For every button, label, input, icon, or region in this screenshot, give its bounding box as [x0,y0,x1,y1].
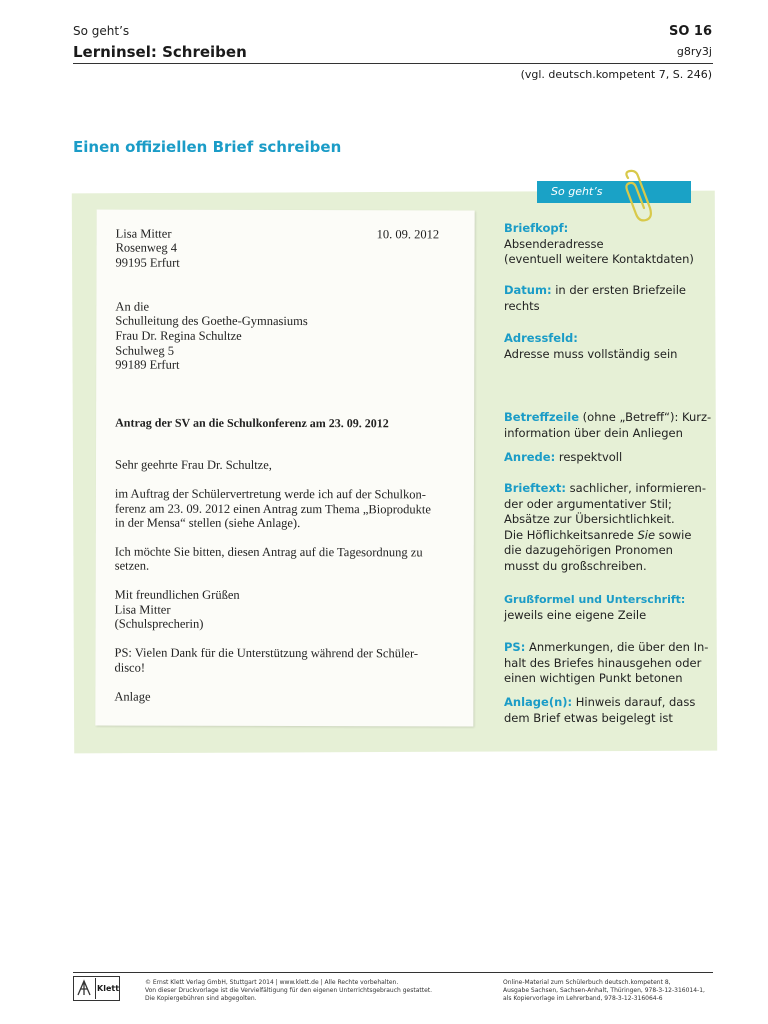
annotation-text: dem Brief etwas beigelegt ist [504,710,673,725]
footer-line: Ausgabe Sachsen, Sachsen-Anhalt, Thüringen, 978-3-12-316014-1, [503,987,705,994]
annotation-text: information über dein Anliegen [504,425,683,440]
letter-enclosure: Anlage [114,689,151,704]
header-reference: (vgl. deutsch.kompetent 7, S. 246) [520,68,712,81]
annotation-text: respektvoll [555,450,623,464]
header-id: g8ry3j [676,45,712,58]
closing-line: (Schulsprecherin) [114,616,204,631]
recipient-line: Frau Dr. Regina Schultze [115,328,242,343]
annotation-key: PS: [504,640,526,654]
paperclip-icon [618,168,658,228]
logo-divider [95,978,96,999]
footer-divider [73,972,713,973]
header-title: Lerninsel: Schreiben [73,43,247,61]
annotation-brieftext [504,481,714,574]
recipient-line: An die [115,299,150,314]
annotation-text: in der ersten Briefzeile [551,283,686,297]
annotation-datum [504,283,714,314]
annotation-key: Brieftext: [504,481,566,495]
annotation-text: die dazugehörigen Pronomen [504,543,673,557]
annotation-text: sowie [655,527,692,542]
closing-line: Lisa Mitter [114,602,171,617]
letter-sheet [95,210,474,727]
body-line: im Auftrag der Schülervertretung werde ich auf der Schulkon- [114,486,426,502]
annotation-text: musst du großschreiben. [504,558,647,573]
sender-street: Rosenweg 4 [115,240,178,255]
footer-line: © Ernst Klett Verlag GmbH, Stuttgart 2014 | www.klett.de | Alle Rechte vorbehalten. [145,979,399,986]
annotation-anrede [504,450,714,466]
annotation-ps [504,640,714,687]
header-category: So geht’s [73,24,130,38]
annotation-text: einen wichtigen Punkt betonen [504,671,683,685]
footer-source [503,979,718,1003]
page-heading: Einen offiziellen Brief schreiben [73,138,342,156]
annotation-text: Anmerkungen, die über den In- [525,640,709,654]
footer-line: Online-Material zum Schülerbuch deutsch.kompetent 8, [503,979,671,986]
body-line: setzen. [114,558,150,573]
header-divider [73,63,713,64]
body-line: Ich möchte Sie bitten, diesen Antrag auf die Tagesordnung zu [114,544,423,560]
ps-line: PS: Vielen Dank für die Unterstützung während der Schüler- [114,645,419,661]
annotation-text: rechts [504,298,540,313]
annotation-key: Betreffzeile [504,410,580,424]
letter-salutation: Sehr geehrte Frau Dr. Schultze, [114,457,272,472]
annotation-anlage [504,695,714,726]
annotation-key: Grußformel und Unterschrift: [504,593,686,606]
annotation-text: Absätze zur Übersichtlichkeit. [504,512,675,526]
annotation-text: (ohne „Betreff“): Kurz- [579,410,712,424]
annotation-text: (eventuell weitere Kontaktdaten) [504,252,694,266]
annotation-briefkopf [504,221,714,268]
annotation-key: Anrede: [504,450,556,464]
footer-copyright [145,979,485,1003]
annotation-text: sachlicher, informieren- [566,481,706,495]
annotation-key: Adressfeld: [504,331,578,345]
klett-logo-text: Klett [97,984,120,993]
annotation-text: Die Höflichkeitsanrede [504,527,638,542]
annotation-gruss [504,592,714,623]
header-code: SO 16 [668,24,712,39]
recipient-line: Schulweg 5 [115,343,175,358]
annotation-text: jeweils eine eigene Zeile [504,607,647,622]
annotation-text: der oder argumentativer Stil; [504,496,672,511]
annotation-emphasis: Sie [637,527,656,542]
footer-line: Die Kopiergebühren sind abgegolten. [145,995,257,1002]
footer-line: als Kopiervorlage im Lehrerband, 978-3-12-316064-6 [503,995,663,1002]
annotation-text: Hinweis darauf, dass [572,695,696,709]
sender-city: 99195 Erfurt [115,255,180,270]
annotation-key: Anlage(n): [504,695,573,709]
recipient-line: Schulleitung des Goethe-Gymnasiums [115,313,308,329]
so-gehts-tab: So geht’s [537,181,691,203]
body-line: in der Mensa“ stellen (siehe Anlage). [114,515,301,531]
letter-subject: Antrag der SV an die Schulkonferenz am 23. 09. 2012 [115,415,389,431]
annotation-text: Absenderadresse [504,236,604,251]
ps-line: disco! [114,660,146,675]
annotation-adressfeld [504,331,714,362]
letter-date: 10. 09. 2012 [376,227,440,242]
klett-emblem-icon [75,978,93,998]
recipient-line: 99189 Erfurt [115,357,180,372]
closing-line: Mit freundlichen Grüßen [114,587,240,602]
annotation-key: Datum: [504,283,552,297]
sender-name: Lisa Mitter [115,226,172,241]
annotation-key: Briefkopf: [504,221,569,235]
annotation-betreff [504,410,714,441]
body-line: ferenz am 23. 09. 2012 einen Antrag zum Thema „Bioprodukte [114,501,431,517]
annotation-text: halt des Briefes hinausgehen oder [504,655,702,670]
footer-line: Von dieser Druckvorlage ist die Vervielfältigung für den eigenen Unterrichtsgebrauch gestattet. [145,987,433,994]
annotation-text: Adresse muss vollständig sein [504,346,678,361]
